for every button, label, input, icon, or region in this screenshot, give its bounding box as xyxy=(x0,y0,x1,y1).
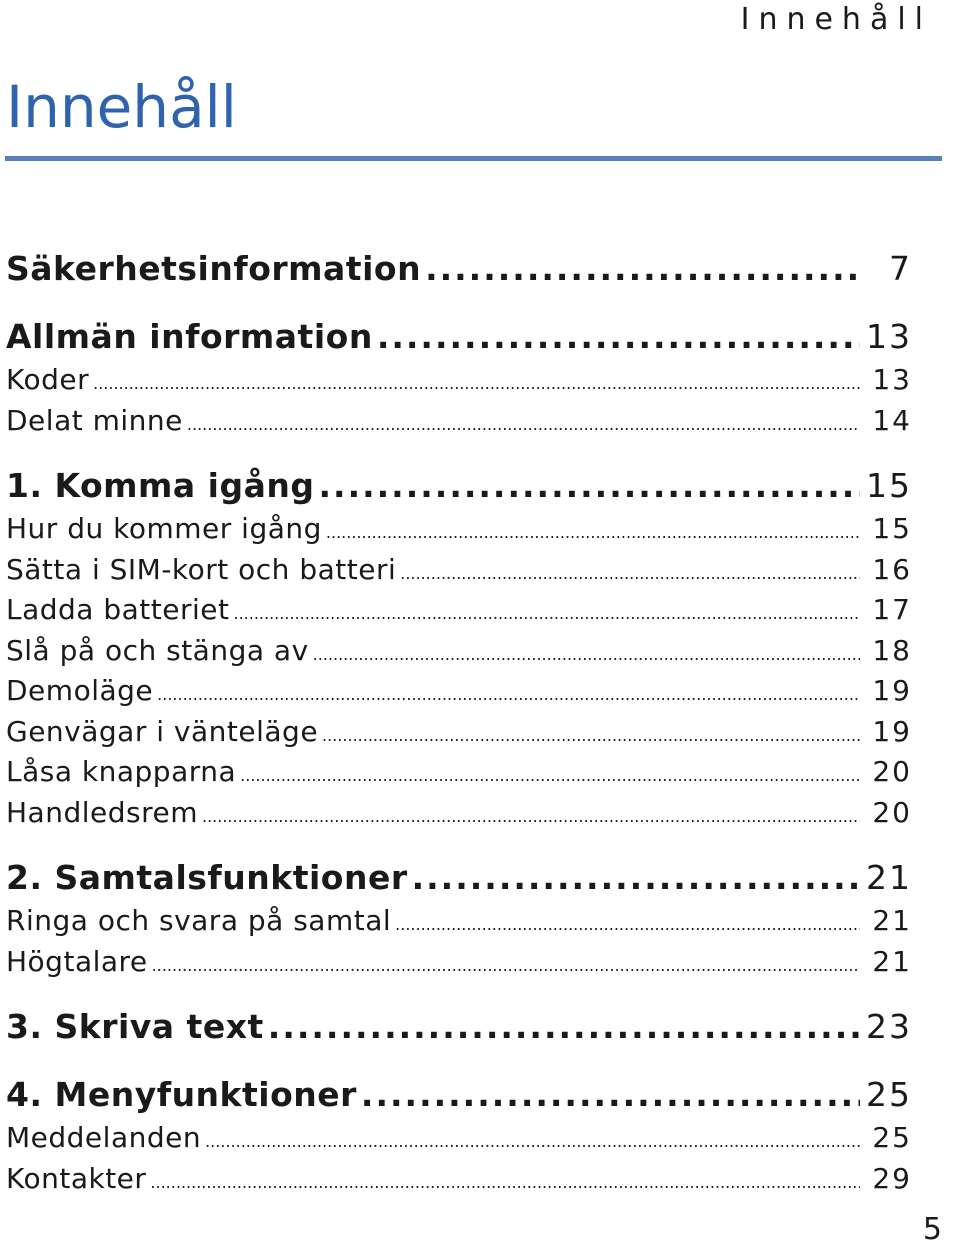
toc-entry-title: Ladda batteriet xyxy=(6,593,230,626)
toc-entry-title: Sätta i SIM-kort och batteri xyxy=(6,552,397,586)
toc-entry-title: Hur du kommer igång xyxy=(6,512,322,545)
toc-dot-leader xyxy=(322,716,860,757)
toc-entry-title: Högtalare xyxy=(6,944,148,978)
toc-chapter-entry[interactable] xyxy=(6,463,912,509)
toc-entry-page: 15 xyxy=(872,512,912,545)
toc-entry-title: 4. Menyfunktioner xyxy=(6,1075,357,1114)
toc-chapter-entry[interactable] xyxy=(6,1004,912,1050)
title-divider xyxy=(5,156,942,161)
toc-section-entry[interactable] xyxy=(6,712,912,753)
toc-section-entry[interactable] xyxy=(6,793,912,834)
toc-entry-title: Delat minne xyxy=(6,403,183,437)
toc-entry-page: 21 xyxy=(872,944,912,978)
toc-entry-title: Meddelanden xyxy=(6,1121,202,1154)
toc-entry-page: 7 xyxy=(889,249,912,288)
page-number: 5 xyxy=(922,1212,942,1247)
toc-entry-title: 2. Samtalsfunktioner xyxy=(6,858,408,897)
toc-entry-title: Kontakter xyxy=(6,1161,147,1195)
toc-entry-page: 13 xyxy=(866,317,912,356)
toc-section-entry[interactable] xyxy=(6,1118,912,1159)
running-header: Innehåll xyxy=(740,2,932,37)
toc-dot-leader xyxy=(361,1072,860,1118)
toc-dot-leader xyxy=(425,246,860,292)
toc-group-spacer xyxy=(6,292,912,314)
toc-dot-leader xyxy=(377,314,860,360)
toc-dot-leader xyxy=(157,675,860,716)
toc-dot-leader xyxy=(313,635,860,676)
toc-dot-leader xyxy=(202,797,860,838)
toc-dot-leader xyxy=(326,513,860,554)
toc-entry-page: 15 xyxy=(866,466,912,505)
toc-entry-title: 1. Komma igång xyxy=(6,466,315,505)
toc-entry-title: Handledsrem xyxy=(6,795,198,829)
toc-section-entry[interactable] xyxy=(6,901,912,942)
toc-entry-page: 13 xyxy=(872,363,912,396)
page-title: Innehåll xyxy=(6,73,237,141)
toc-dot-leader xyxy=(412,855,860,901)
toc-entry-page: 25 xyxy=(872,1121,912,1154)
toc-dot-leader xyxy=(240,756,860,797)
toc-entry-title: 3. Skriva text xyxy=(6,1007,264,1046)
toc-section-entry[interactable] xyxy=(6,509,912,550)
table-of-contents xyxy=(6,246,912,1199)
toc-dot-leader xyxy=(93,364,860,405)
toc-dot-leader xyxy=(233,594,860,635)
toc-entry-title: Ringa och svara på samtal xyxy=(6,904,392,937)
toc-entry-page: 19 xyxy=(872,674,912,707)
toc-entry-title: Genvägar i vänteläge xyxy=(6,714,319,748)
toc-section-entry[interactable] xyxy=(6,631,912,672)
toc-entry-page: 20 xyxy=(872,795,912,829)
toc-dot-leader xyxy=(150,1163,860,1204)
toc-entry-title: Låsa knapparna xyxy=(6,755,237,788)
toc-dot-leader xyxy=(152,946,860,987)
toc-entry-page: 16 xyxy=(872,552,912,586)
toc-entry-title: Koder xyxy=(6,363,90,396)
toc-section-entry[interactable] xyxy=(6,401,912,442)
toc-entry-page: 14 xyxy=(872,403,912,437)
toc-chapter-entry[interactable] xyxy=(6,246,912,292)
toc-dot-leader xyxy=(400,554,860,595)
toc-entry-title: Slå på och stänga av xyxy=(6,633,309,667)
toc-entry-page: 23 xyxy=(866,1007,912,1046)
toc-section-entry[interactable] xyxy=(6,590,912,631)
toc-chapter-entry[interactable] xyxy=(6,855,912,901)
toc-entry-title: Säkerhetsinformation xyxy=(6,249,422,288)
toc-group-spacer xyxy=(6,1050,912,1072)
toc-entry-page: 20 xyxy=(872,755,912,788)
toc-entry-page: 17 xyxy=(872,593,912,626)
toc-section-entry[interactable] xyxy=(6,1159,912,1200)
toc-dot-leader xyxy=(268,1004,860,1050)
toc-entry-page: 21 xyxy=(872,904,912,937)
toc-dot-leader xyxy=(395,905,860,946)
toc-dot-leader xyxy=(187,405,860,446)
toc-section-entry[interactable] xyxy=(6,752,912,793)
toc-entry-page: 19 xyxy=(872,714,912,748)
toc-entry-page: 25 xyxy=(866,1075,912,1114)
toc-entry-title: Allmän information xyxy=(6,317,373,356)
toc-chapter-entry[interactable] xyxy=(6,314,912,360)
toc-dot-leader xyxy=(205,1122,860,1163)
toc-section-entry[interactable] xyxy=(6,671,912,712)
toc-dot-leader xyxy=(319,463,861,509)
toc-entry-page: 21 xyxy=(866,858,912,897)
toc-entry-page: 18 xyxy=(872,633,912,667)
toc-entry-title: Demoläge xyxy=(6,674,154,707)
toc-section-entry[interactable] xyxy=(6,942,912,983)
toc-entry-page: 29 xyxy=(872,1161,912,1195)
toc-section-entry[interactable] xyxy=(6,550,912,591)
toc-section-entry[interactable] xyxy=(6,360,912,401)
toc-chapter-entry[interactable] xyxy=(6,1072,912,1118)
